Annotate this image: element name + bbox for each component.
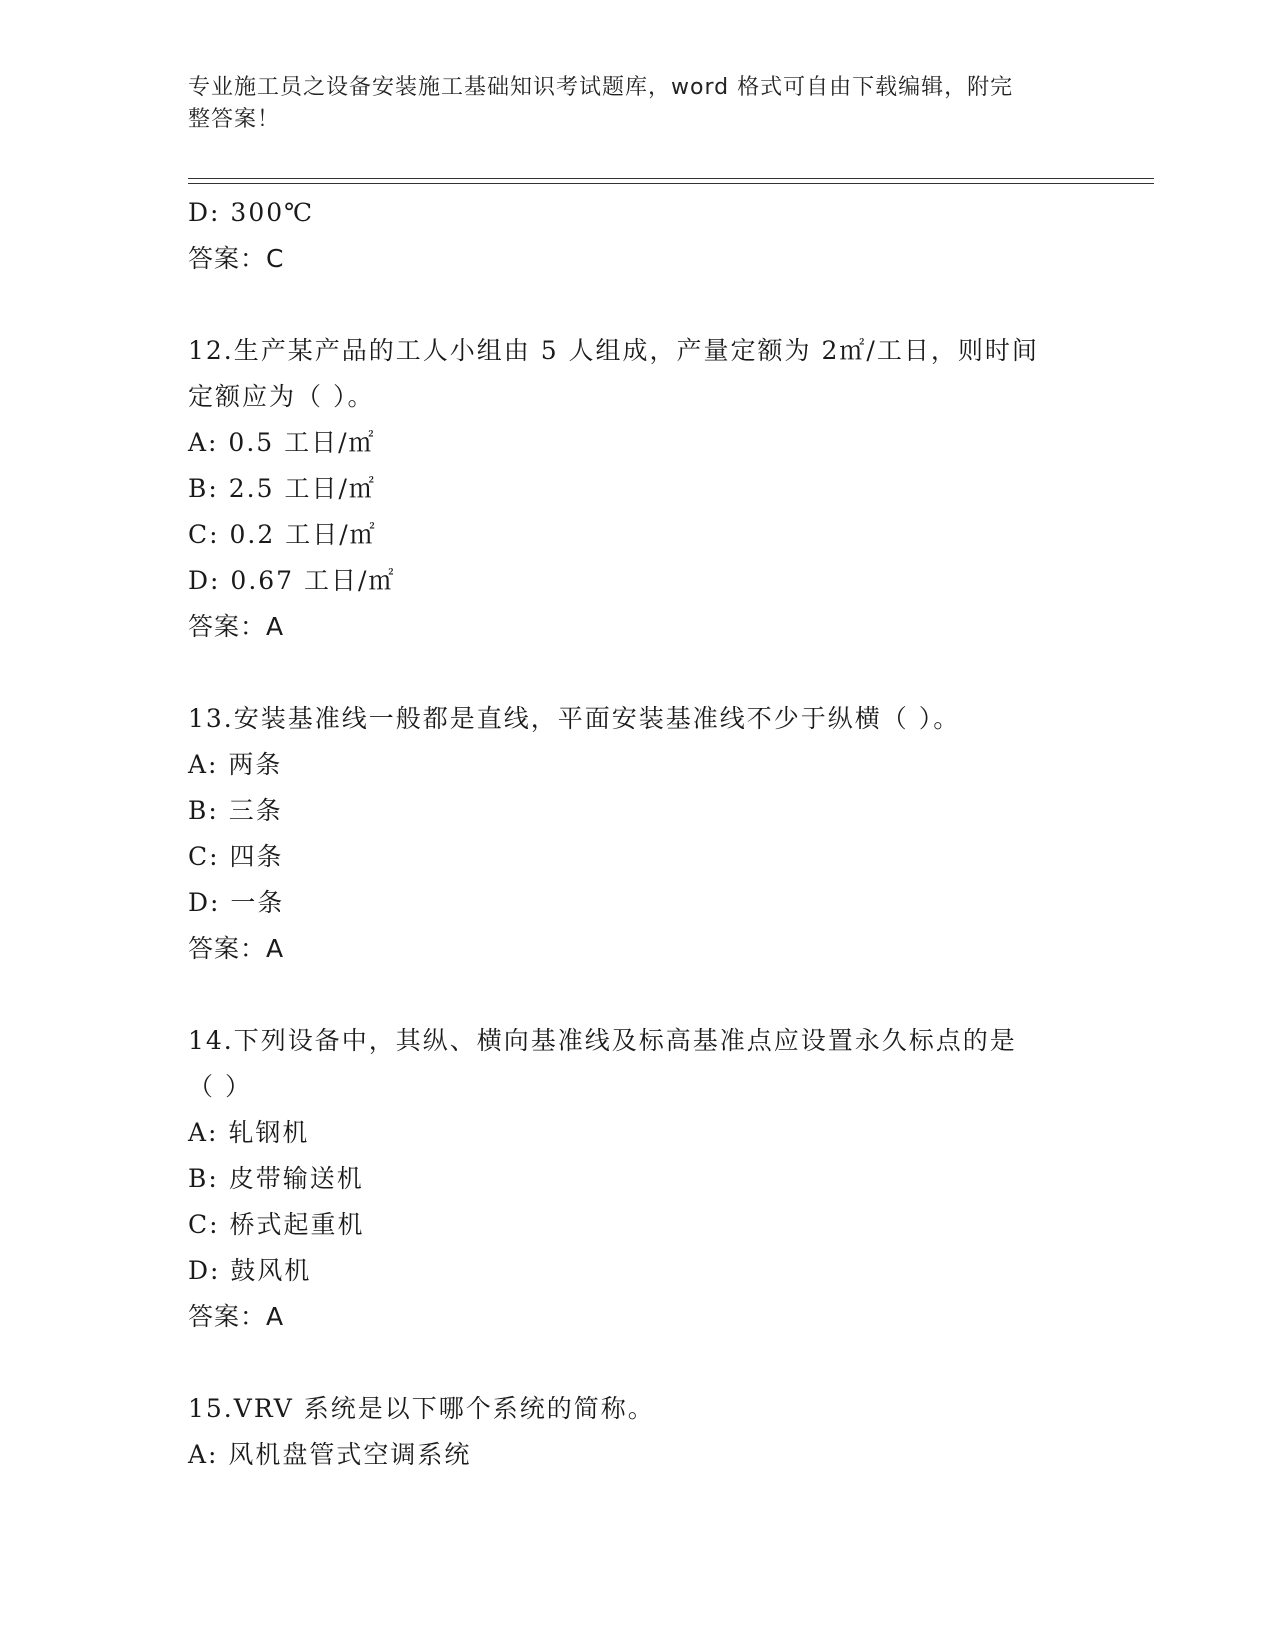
spacer (188, 282, 1088, 328)
question-12-option-c: C: 0.2 工日/㎡ (188, 520, 377, 549)
question-12-answer: 答案：A (188, 612, 285, 641)
question-12-option-d: D: 0.67 工日/㎡ (188, 566, 396, 595)
question-14-stem-line-2: （ ） (188, 1072, 252, 1101)
question-15-option-a: A: 风机盘管式空调系统 (188, 1440, 472, 1469)
question-13-option-d: D: 一条 (188, 888, 285, 917)
document-header (188, 72, 1068, 136)
question-12-stem-line-2: 定额应为（ ）。 (188, 382, 375, 411)
spacer (188, 972, 1088, 1018)
question-12-option-b: B: 2.5 工日/㎡ (188, 474, 376, 503)
header-rule-top (188, 178, 1154, 179)
prev-answer: 答案：C (188, 244, 285, 273)
spacer (188, 650, 1088, 696)
question-12-stem-line-1: 12.生产某产品的工人小组由 5 人组成，产量定额为 2㎡/工日，则时间 (188, 336, 1039, 365)
question-14-stem-line-1: 14.下列设备中，其纵、横向基准线及标高基准点应设置永久标点的是 (188, 1026, 1017, 1055)
question-14-answer: 答案：A (188, 1302, 285, 1331)
question-13-stem-line-1: 13.安装基准线一般都是直线，平面安装基准线不少于纵横（ ）。 (188, 704, 961, 733)
question-13-option-b: B: 三条 (188, 796, 283, 825)
header-line-1: 专业施工员之设备安装施工基础知识考试题库，word 格式可自由下载编辑，附完 (188, 75, 1014, 100)
question-13-option-c: C: 四条 (188, 842, 284, 871)
question-14-option-d: D: 鼓风机 (188, 1256, 312, 1285)
header-rule-bottom (188, 183, 1154, 184)
question-13-option-a: A: 两条 (188, 750, 283, 779)
prev-option-d: D: 300℃ (188, 198, 315, 227)
question-14-option-b: B: 皮带输送机 (188, 1164, 364, 1193)
question-15-stem-line-1: 15.VRV 系统是以下哪个系统的简称。 (188, 1394, 655, 1423)
question-14-option-c: C: 桥式起重机 (188, 1210, 365, 1239)
question-12-option-a: A: 0.5 工日/㎡ (188, 428, 376, 457)
question-14-option-a: A: 轧钢机 (188, 1118, 310, 1147)
question-13-answer: 答案：A (188, 934, 285, 963)
header-line-2: 整答案！ (188, 107, 281, 132)
question-content (188, 190, 1088, 1478)
spacer (188, 1340, 1088, 1386)
